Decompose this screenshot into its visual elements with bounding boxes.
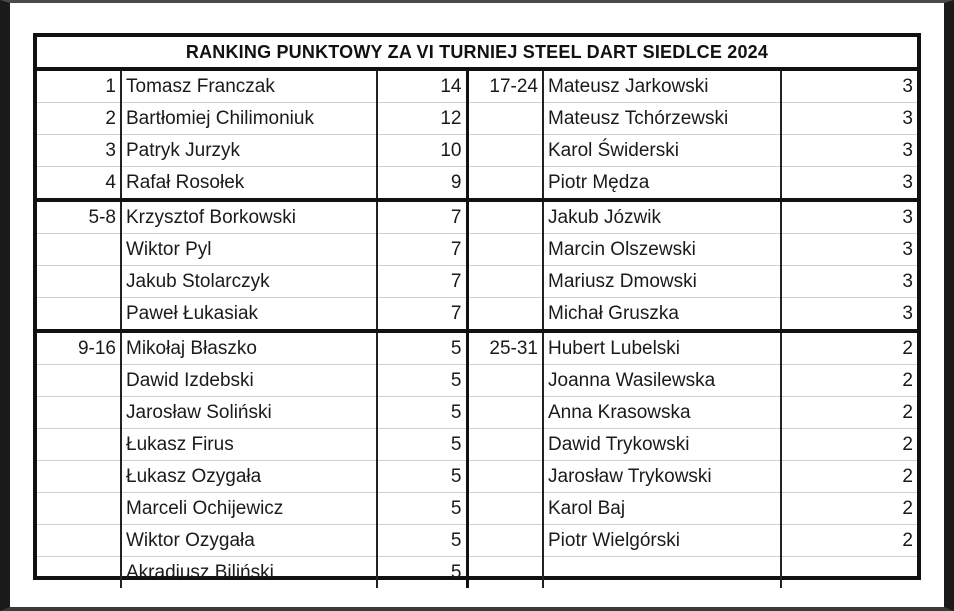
right-rank-cell xyxy=(467,557,543,589)
left-rank-cell xyxy=(37,429,121,461)
right-points-cell: 3 xyxy=(781,200,917,234)
left-rank-cell xyxy=(37,461,121,493)
left-rank-cell: 9-16 xyxy=(37,331,121,365)
right-name-cell: Anna Krasowska xyxy=(543,397,781,429)
right-points-cell: 2 xyxy=(781,331,917,365)
right-points-cell: 3 xyxy=(781,71,917,103)
right-rank-cell xyxy=(467,167,543,201)
right-points-cell: 2 xyxy=(781,365,917,397)
left-name-cell: Bartłomiej Chilimoniuk xyxy=(121,103,377,135)
right-rank-cell xyxy=(467,525,543,557)
right-points-cell: 2 xyxy=(781,493,917,525)
left-points-cell: 7 xyxy=(377,200,467,234)
right-points-cell: 3 xyxy=(781,167,917,201)
left-name-cell: Krzysztof Borkowski xyxy=(121,200,377,234)
left-points-cell: 5 xyxy=(377,525,467,557)
table-row xyxy=(37,135,917,167)
right-name-cell: Hubert Lubelski xyxy=(543,331,781,365)
left-rank-cell: 5-8 xyxy=(37,200,121,234)
left-rank-cell xyxy=(37,557,121,589)
left-rank-cell xyxy=(37,397,121,429)
table-row xyxy=(37,525,917,557)
right-name-cell: Jakub Józwik xyxy=(543,200,781,234)
left-name-cell: Akradiusz Biliński xyxy=(121,557,377,589)
left-name-cell: Patryk Jurzyk xyxy=(121,135,377,167)
left-points-cell: 10 xyxy=(377,135,467,167)
right-points-cell: 2 xyxy=(781,429,917,461)
right-points-cell: 3 xyxy=(781,103,917,135)
right-points-cell: 3 xyxy=(781,266,917,298)
right-name-cell: Dawid Trykowski xyxy=(543,429,781,461)
left-name-cell: Wiktor Pyl xyxy=(121,234,377,266)
ranking-sheet xyxy=(33,33,921,583)
left-points-cell: 7 xyxy=(377,298,467,332)
table-row xyxy=(37,103,917,135)
right-points-cell: 2 xyxy=(781,461,917,493)
right-rank-cell xyxy=(467,200,543,234)
right-rank-cell xyxy=(467,234,543,266)
right-name-cell: Marcin Olszewski xyxy=(543,234,781,266)
right-points-cell: 2 xyxy=(781,397,917,429)
left-points-cell: 14 xyxy=(377,71,467,103)
ranking-table xyxy=(37,71,917,588)
right-name-cell xyxy=(543,557,781,589)
left-rank-cell xyxy=(37,298,121,332)
right-name-cell: Piotr Wielgórski xyxy=(543,525,781,557)
left-name-cell: Łukasz Firus xyxy=(121,429,377,461)
left-rank-cell xyxy=(37,525,121,557)
left-rank-cell xyxy=(37,266,121,298)
left-rank-cell: 4 xyxy=(37,167,121,201)
right-rank-cell xyxy=(467,493,543,525)
right-rank-cell xyxy=(467,461,543,493)
ranking-title: RANKING PUNKTOWY ZA VI TURNIEJ STEEL DART SIEDLCE 2024 xyxy=(37,37,917,71)
right-rank-cell xyxy=(467,429,543,461)
table-row xyxy=(37,167,917,201)
right-name-cell: Mateusz Tchórzewski xyxy=(543,103,781,135)
right-rank-cell xyxy=(467,135,543,167)
right-rank-cell xyxy=(467,397,543,429)
right-points-cell: 3 xyxy=(781,234,917,266)
table-row xyxy=(37,331,917,365)
right-rank-cell: 25-31 xyxy=(467,331,543,365)
left-points-cell: 7 xyxy=(377,234,467,266)
left-points-cell: 5 xyxy=(377,429,467,461)
table-row xyxy=(37,298,917,332)
left-points-cell: 5 xyxy=(377,557,467,589)
left-rank-cell: 3 xyxy=(37,135,121,167)
left-points-cell: 7 xyxy=(377,266,467,298)
right-rank-cell xyxy=(467,298,543,332)
left-name-cell: Jarosław Soliński xyxy=(121,397,377,429)
left-rank-cell xyxy=(37,365,121,397)
right-name-cell: Piotr Mędza xyxy=(543,167,781,201)
left-name-cell: Mikołaj Błaszko xyxy=(121,331,377,365)
left-name-cell: Jakub Stolarczyk xyxy=(121,266,377,298)
left-rank-cell xyxy=(37,234,121,266)
table-row xyxy=(37,493,917,525)
table-row xyxy=(37,557,917,589)
left-points-cell: 5 xyxy=(377,397,467,429)
right-name-cell: Joanna Wasilewska xyxy=(543,365,781,397)
left-points-cell: 12 xyxy=(377,103,467,135)
table-row xyxy=(37,200,917,234)
right-name-cell: Michał Gruszka xyxy=(543,298,781,332)
left-name-cell: Rafał Rosołek xyxy=(121,167,377,201)
ranking-table-body xyxy=(37,71,917,588)
right-points-cell: 2 xyxy=(781,525,917,557)
right-rank-cell xyxy=(467,266,543,298)
right-name-cell: Mateusz Jarkowski xyxy=(543,71,781,103)
table-row xyxy=(37,429,917,461)
left-name-cell: Wiktor Ozygała xyxy=(121,525,377,557)
left-name-cell: Marceli Ochijewicz xyxy=(121,493,377,525)
left-rank-cell xyxy=(37,493,121,525)
right-rank-cell xyxy=(467,103,543,135)
left-name-cell: Tomasz Franczak xyxy=(121,71,377,103)
right-rank-cell xyxy=(467,365,543,397)
table-row xyxy=(37,266,917,298)
right-name-cell: Karol Baj xyxy=(543,493,781,525)
table-row xyxy=(37,71,917,103)
right-name-cell: Jarosław Trykowski xyxy=(543,461,781,493)
left-name-cell: Łukasz Ozygała xyxy=(121,461,377,493)
right-name-cell: Karol Świderski xyxy=(543,135,781,167)
left-name-cell: Dawid Izdebski xyxy=(121,365,377,397)
left-rank-cell: 1 xyxy=(37,71,121,103)
left-points-cell: 9 xyxy=(377,167,467,201)
right-points-cell: 3 xyxy=(781,298,917,332)
table-row xyxy=(37,397,917,429)
right-rank-cell: 17-24 xyxy=(467,71,543,103)
right-points-cell: 3 xyxy=(781,135,917,167)
table-row xyxy=(37,365,917,397)
table-row xyxy=(37,461,917,493)
table-row xyxy=(37,234,917,266)
left-name-cell: Paweł Łukasiak xyxy=(121,298,377,332)
left-rank-cell: 2 xyxy=(37,103,121,135)
left-points-cell: 5 xyxy=(377,331,467,365)
right-name-cell: Mariusz Dmowski xyxy=(543,266,781,298)
left-points-cell: 5 xyxy=(377,365,467,397)
left-points-cell: 5 xyxy=(377,461,467,493)
right-points-cell xyxy=(781,557,917,589)
left-points-cell: 5 xyxy=(377,493,467,525)
